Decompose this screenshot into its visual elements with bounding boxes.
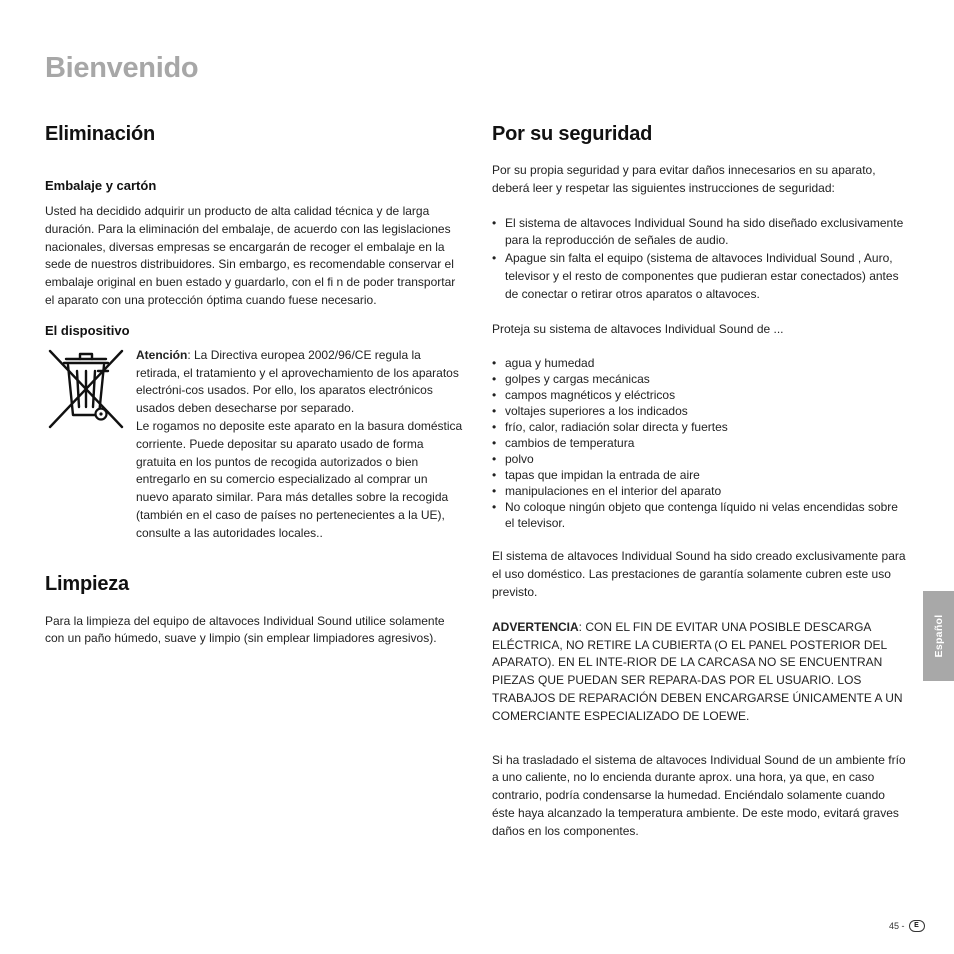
paragraph-limpieza: Para la limpieza del equipo de altavoces Individual Sound utilice solamente con un paño húmedo, suave y limpio (sin emplear limpiadores agresivos). <box>45 613 445 646</box>
atencion-label: Atención <box>136 347 188 362</box>
warning-label: ADVERTENCIA <box>492 619 579 634</box>
language-side-tab <box>923 591 954 681</box>
list-item: • golpes y cargas mecánicas <box>492 372 650 387</box>
list-item: • polvo <box>492 452 534 467</box>
paragraph-condensation: Si ha trasladado el sistema de altavoces Individual Sound de un ambiente frío a uno caliente, no lo encienda durante aprox. una hora, ya que, en caso contrario, podría condensarse la humedad. Enciéndalo solamente cuando éste haya alcanzado la temperatura ambiente. De este modo, evitará graves daños en los componentes. <box>492 752 906 838</box>
list-item: • frío, calor, radiación solar directa y fuertes <box>492 420 728 435</box>
list-item: • tapas que impidan la entrada de aire <box>492 468 700 483</box>
paragraph-atencion <box>136 347 463 418</box>
left-column <box>45 120 463 648</box>
language-badge-icon: E <box>909 920 925 932</box>
language-tab-label: Español <box>932 614 945 658</box>
paragraph-domestic-use: El sistema de altavoces Individual Sound ha sido creado exclusivamente para el uso doméstico. Las prestaciones de garantía solamente cubren este uso previsto. <box>492 549 906 599</box>
device-text <box>136 347 463 543</box>
right-column <box>492 120 910 841</box>
page-title: Bienvenido <box>45 52 199 84</box>
device-disposal-block <box>45 347 463 543</box>
atencion-text: : La Directiva europea 2002/96/CE regula la retirada, el tratamiento y el aprovechamiento de los aparatos electróni-cos usados. Por ello, los aparatos electrónicos usados deben desecharse por separado. <box>136 347 459 416</box>
section-heading-seguridad: Por su seguridad <box>492 123 653 145</box>
list-item: • manipulaciones en el interior del aparato <box>492 484 722 499</box>
warning-text: : CON EL FIN DE EVITAR UNA POSIBLE DESCARGA ELÉCTRICA, NO RETIRE LA CUBIERTA (O EL PANEL POSTERIOR DEL APARATO). EN EL INTE-RIOR DE LA CARCASA NO SE ENCUENTRAN PIEZAS QUE PUEDAN SER REPARA-DAS POR EL USUARIO. LOS TRABAJOS DE REPARACIÓN DEBEN ENCARGARSE ÚNICAMENTE A UN COMERCIANTE ESPECIALIZADO DE LOEWE. <box>492 619 903 723</box>
hazards-list <box>492 355 910 531</box>
instructions-list <box>492 215 910 304</box>
list-item: • agua y humedad <box>492 356 595 371</box>
list-item: • campos magnéticos y eléctricos <box>492 388 676 403</box>
list-item: • voltajes superiores a los indicados <box>492 404 688 419</box>
list-item: • cambios de temperatura <box>492 436 635 451</box>
paragraph-rogamos: Le rogamos no deposite este aparato en la basura doméstica corriente. Puede depositar su aparato usado de forma gratuita en los puntos de recogida autorizados o bien entregarlo en su comercio especializado al comprar un nuevo aparato similar. Para más detalles sobre la recogida (también en el caso de países no pertenecientes a la UE), consulte a las autoridades locales.. <box>136 418 463 540</box>
subheading-embalaje: Embalaje y cartón <box>45 178 157 193</box>
weee-bin-icon-wrapper <box>45 347 136 543</box>
section-heading-eliminacion: Eliminación <box>45 123 156 145</box>
crossed-out-wheelie-bin-icon <box>46 347 126 431</box>
page-number-text: 45 - <box>889 921 905 931</box>
paragraph-intro: Por su propia seguridad y para evitar daños innecesarios en su aparato, deberá leer y respetar las siguientes instrucciones de seguridad: <box>492 163 876 195</box>
page-number <box>889 920 925 932</box>
paragraph-warning <box>492 619 910 726</box>
list-item: • Apague sin falta el equipo (sistema de altavoces Individual Sound , Auro, televisor y el resto de componentes que pudieran estar conectados) antes de conectar o retirar otros aparatos o altavoces. <box>492 251 899 301</box>
section-heading-limpieza: Limpieza <box>45 572 129 595</box>
list-item: • No coloque ningún objeto que contenga líquido ni velas encendidas sobre el televisor. <box>492 500 898 531</box>
paragraph-embalaje: Usted ha decidido adquirir un producto de alta calidad técnica y de larga duración. Para la eliminación del embalaje, de acuerdo con las legislaciones nacionales, diversas empresas se encargarán de recoger el embalaje en la sede de nuestros distribuidores. Sin embargo, es recomendable conservar el embalaje original en buen estado y guardarlo, con el fi n de poder transportar el aparato con una protección óptima cuando fuese necesario. <box>45 204 456 307</box>
list-item: • El sistema de altavoces Individual Sound ha sido diseñado exclusivamente para la reproducción de señales de audio. <box>492 215 904 248</box>
subheading-dispositivo: El dispositivo <box>45 322 130 338</box>
paragraph-proteja: Proteja su sistema de altavoces Individual Sound de ... <box>492 321 784 336</box>
